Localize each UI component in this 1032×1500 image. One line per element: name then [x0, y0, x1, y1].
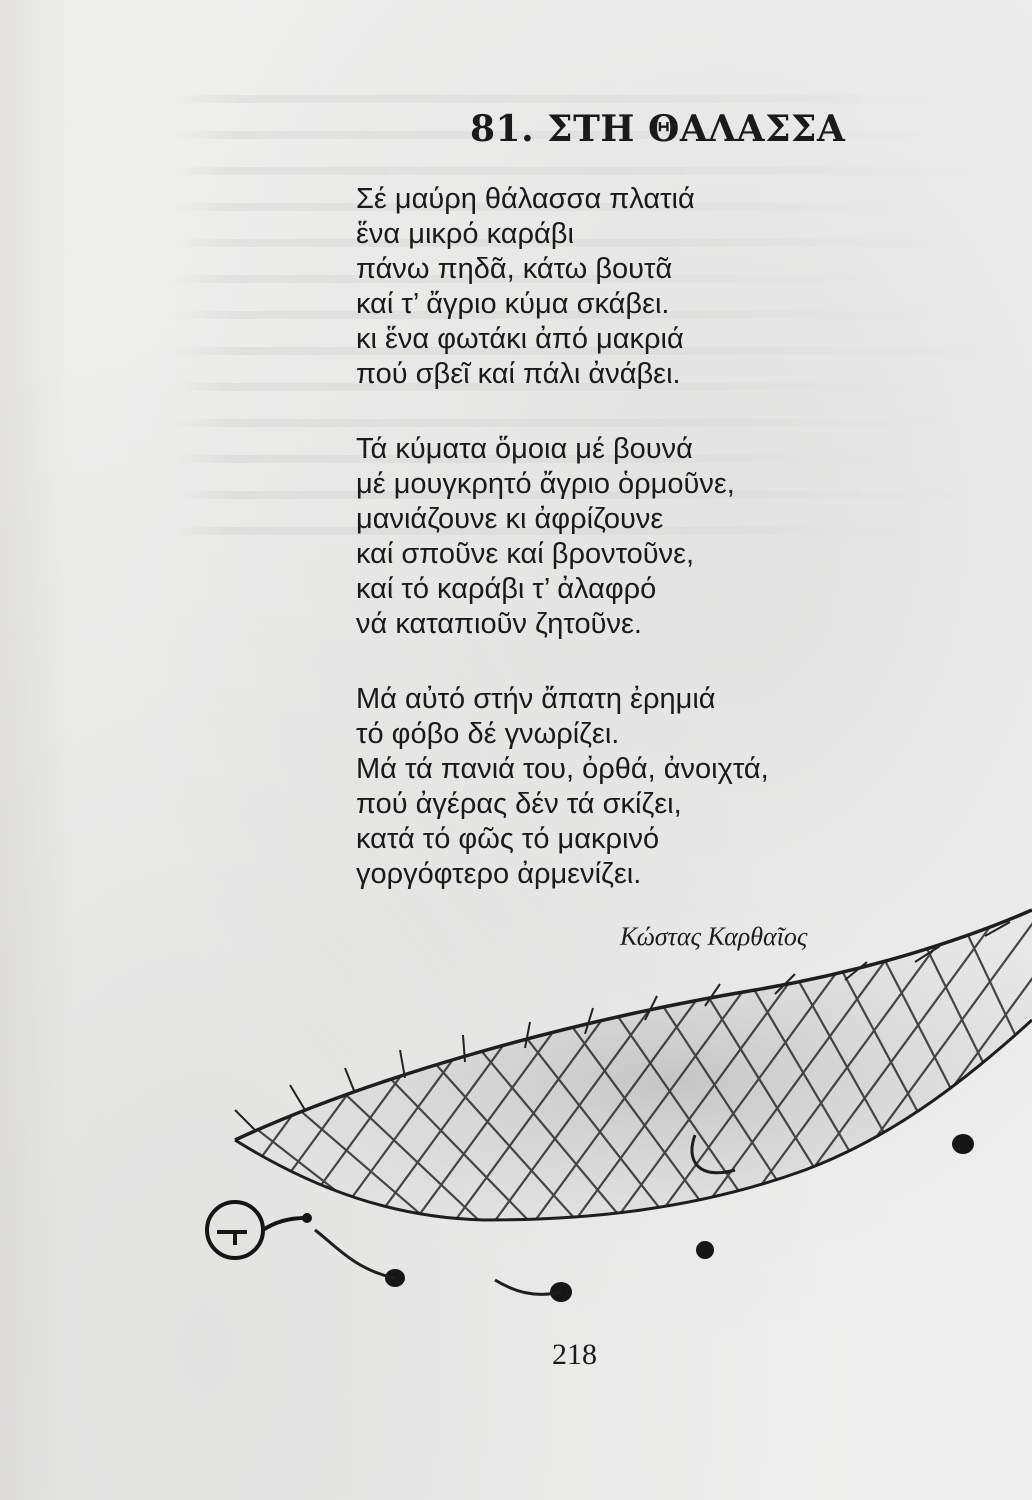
verse-line: καί τ’ ἄγριο κύμα σκάβει. [356, 288, 670, 320]
verse-line: μέ μουγκρητό ἄγριο ὁρμοῦνε, [356, 468, 735, 500]
verse-line: πού σβεῖ καί πάλι ἀνάβει. [356, 358, 681, 390]
verse-line: πού ἀγέρας δέν τά σκίζει, [356, 788, 682, 820]
verse-line: νά καταπιοῦν ζητοῦνε. [356, 608, 642, 640]
stanza-1 [356, 182, 916, 392]
verse-line: μανιάζουνε κι ἀφρίζουνε [356, 503, 664, 535]
stanza-2 [356, 432, 916, 642]
page-number: 218 [552, 1338, 597, 1371]
verse-line: Μά τά πανιά του, ὀρθά, ἀνοιχτά, [356, 753, 769, 785]
verse-line: καί σποῦνε καί βροντοῦνε, [356, 538, 695, 570]
poem-body [356, 182, 916, 932]
fishing-net-illustration [195, 900, 1032, 1330]
verse-line: τό φόβο δέ γνωρίζει. [356, 718, 620, 750]
verse-line: Μά αὐτό στήν ἄπατη ἐρημιά [356, 683, 716, 715]
verse-line: ἕνα μικρό καράβι [356, 218, 574, 250]
poem-title: 81. ΣΤΗ ΘΑΛΑΣΣΑ [470, 108, 846, 150]
verse-line: κατά τό φῶς τό μακρινό [356, 823, 660, 855]
verse-line: κι ἕνα φωτάκι ἀπό μακριά [356, 323, 684, 355]
stanza-3 [356, 682, 916, 892]
verse-line: καί τό καράβι τ’ ἀλαφρό [356, 573, 657, 605]
verse-line: Τά κύματα ὅμοια μέ βουνά [356, 433, 693, 465]
verse-line: πάνω πηδᾶ, κάτω βουτᾶ [356, 253, 673, 285]
verse-line: Σέ μαύρη θάλασσα πλατιά [356, 183, 695, 215]
verse-line: γοργόφτερο ἀρμενίζει. [356, 858, 642, 890]
poem-author: Κώστας Καρθαῖος [620, 922, 808, 951]
